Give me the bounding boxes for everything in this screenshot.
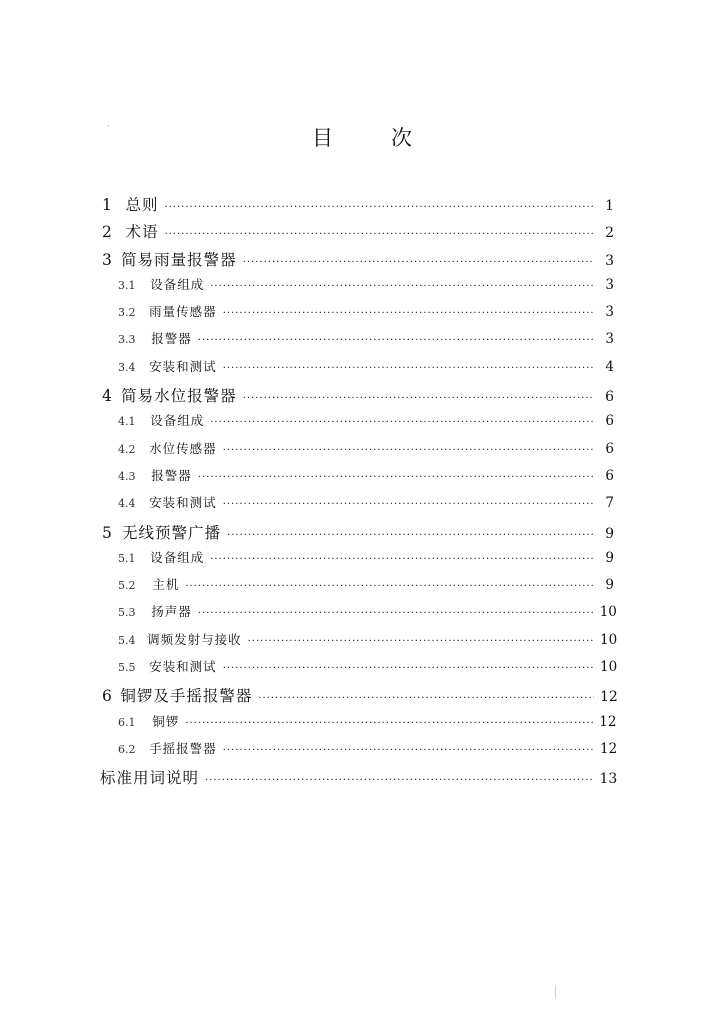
toc-entry-label: 报警器 [151, 331, 192, 347]
toc-entry-number: 2 [102, 223, 112, 242]
dot-leader [198, 608, 594, 619]
toc-entry-number: 4.3 [118, 469, 136, 483]
toc-entry[interactable] [100, 548, 614, 575]
toc-entry-label: 扬声器 [151, 604, 192, 620]
title-char-2: 次 [391, 126, 412, 150]
toc-entry[interactable] [100, 575, 614, 602]
toc-entry[interactable] [100, 657, 618, 684]
toc-entry[interactable] [100, 411, 614, 438]
toc-entry-number: 5.5 [118, 661, 136, 675]
toc-entry-page-number: 7 [605, 495, 614, 512]
page-edge-mark [555, 986, 556, 998]
toc-entry[interactable] [100, 602, 617, 629]
toc-entry[interactable] [100, 521, 614, 548]
toc-entry[interactable] [100, 220, 614, 247]
toc-entry[interactable] [100, 357, 614, 384]
toc-entry-page-number: 10 [599, 604, 617, 621]
toc-entry-number: 5.2 [118, 579, 136, 593]
page-title [0, 122, 724, 152]
toc-entry[interactable] [100, 493, 614, 520]
toc-entry[interactable] [100, 193, 614, 220]
dot-leader [185, 718, 593, 729]
toc-entry-page-number: 3 [605, 276, 614, 293]
toc-entry-label: 设备组成 [150, 413, 205, 429]
toc-entry-label: 报警器 [151, 467, 192, 483]
toc-entry-label: 总则 [125, 196, 159, 214]
toc-entry-page-number: 1 [605, 198, 614, 214]
dot-leader [185, 581, 594, 592]
toc-entry[interactable] [100, 630, 618, 657]
toc-entry-number: 5.1 [118, 551, 136, 565]
toc-entry[interactable] [100, 302, 614, 329]
title-char-1: 目 [312, 126, 333, 150]
dot-leader [205, 775, 593, 786]
toc-entry-number: 4.2 [118, 442, 136, 456]
dot-leader [198, 472, 594, 483]
dot-leader [243, 393, 594, 404]
toc-entry-page-number: 12 [600, 689, 618, 706]
toc-entry-number: 1 [102, 196, 112, 214]
toc-entry-number: 4.4 [118, 497, 136, 511]
toc-entry-page-number: 4 [605, 358, 614, 375]
toc-entry-label: 设备组成 [150, 549, 205, 565]
toc-entry-label: 简易水位报警器 [121, 387, 237, 406]
dot-leader [258, 693, 594, 704]
dot-leader [223, 499, 594, 510]
toc-entry-page-number: 6 [605, 440, 614, 457]
dot-leader [223, 308, 594, 319]
toc-entry-label: 无线预警广播 [122, 523, 222, 542]
dot-leader [223, 745, 594, 756]
toc-entry-number: 6 [102, 687, 112, 706]
toc-entry[interactable] [100, 384, 614, 411]
toc-entry-label: 调频发射与接收 [147, 631, 242, 647]
toc-entry-page-number: 6 [605, 389, 614, 406]
toc-entry-page-number: 9 [605, 549, 614, 566]
toc-entry-page-number: 10 [600, 631, 618, 648]
toc-entry[interactable] [100, 248, 614, 275]
dot-leader [210, 554, 594, 565]
dot-leader [223, 363, 594, 374]
toc-entry-number: 6.2 [118, 742, 136, 756]
dot-leader [210, 281, 594, 292]
toc-entry[interactable] [100, 275, 614, 302]
dot-leader [243, 257, 594, 268]
toc-entry-page-number: 3 [605, 252, 614, 269]
toc-entry-label: 安装和测试 [149, 358, 217, 374]
toc-entry-label: 雨量传感器 [149, 304, 217, 320]
toc-entry[interactable] [100, 766, 618, 793]
toc-entry[interactable] [100, 329, 614, 356]
dot-leader [210, 417, 594, 428]
toc-entry-number: 3.1 [118, 278, 136, 292]
dot-leader [223, 445, 594, 456]
toc-entry-number: 5.3 [118, 606, 136, 620]
toc-entry[interactable] [100, 739, 618, 766]
toc-entry-label: 安装和测试 [149, 659, 217, 675]
toc-entry-label: 术语 [125, 223, 159, 242]
dot-leader [164, 229, 594, 240]
toc-entry-page-number: 3 [605, 304, 614, 321]
toc-entry-page-number: 13 [599, 771, 618, 788]
dot-leader [198, 335, 594, 346]
toc-entry-number: 6.1 [118, 715, 136, 729]
toc-entry-label: 铜锣 [152, 713, 180, 729]
dot-leader [223, 663, 594, 674]
toc-entry-page-number: 2 [605, 225, 614, 242]
toc-entry[interactable] [100, 712, 617, 739]
toc-entry-number: 4.1 [118, 415, 136, 429]
table-of-contents [100, 193, 618, 794]
toc-entry-page-number: 12 [599, 713, 617, 730]
toc-entry-label: 设备组成 [150, 276, 205, 292]
toc-entry-number: 3.4 [118, 360, 136, 374]
toc-entry-number: 5 [102, 523, 112, 542]
toc-entry-number: 3.3 [118, 333, 136, 347]
toc-entry-page-number: 9 [605, 577, 614, 594]
toc-entry[interactable] [100, 466, 614, 493]
toc-entry-page-number: 12 [600, 740, 618, 757]
dot-leader [164, 202, 594, 213]
toc-entry-label: 简易雨量报警器 [121, 250, 237, 269]
toc-entry-number: 3.2 [118, 306, 136, 320]
toc-entry-page-number: 3 [605, 331, 614, 348]
toc-entry-page-number: 9 [605, 525, 614, 542]
toc-entry-label: 手摇报警器 [149, 740, 217, 756]
toc-entry-page-number: 6 [605, 467, 614, 484]
toc-entry-label: 铜锣及手摇报警器 [120, 687, 253, 706]
toc-entry-label: 主机 [152, 577, 180, 593]
toc-entry-page-number: 6 [605, 413, 614, 430]
toc-entry[interactable] [100, 684, 618, 711]
toc-entry-page-number: 10 [600, 659, 618, 676]
dot-leader [227, 530, 594, 541]
toc-entry-number: 5.4 [118, 633, 136, 647]
dot-leader [248, 636, 594, 647]
toc-entry-number: 4 [102, 387, 112, 406]
toc-entry-label: 标准用词说明 [100, 769, 200, 788]
toc-entry-number: 3 [102, 250, 112, 269]
toc-entry-label: 水位传感器 [149, 440, 217, 456]
toc-entry-label: 安装和测试 [149, 495, 217, 511]
toc-entry[interactable] [100, 439, 614, 466]
